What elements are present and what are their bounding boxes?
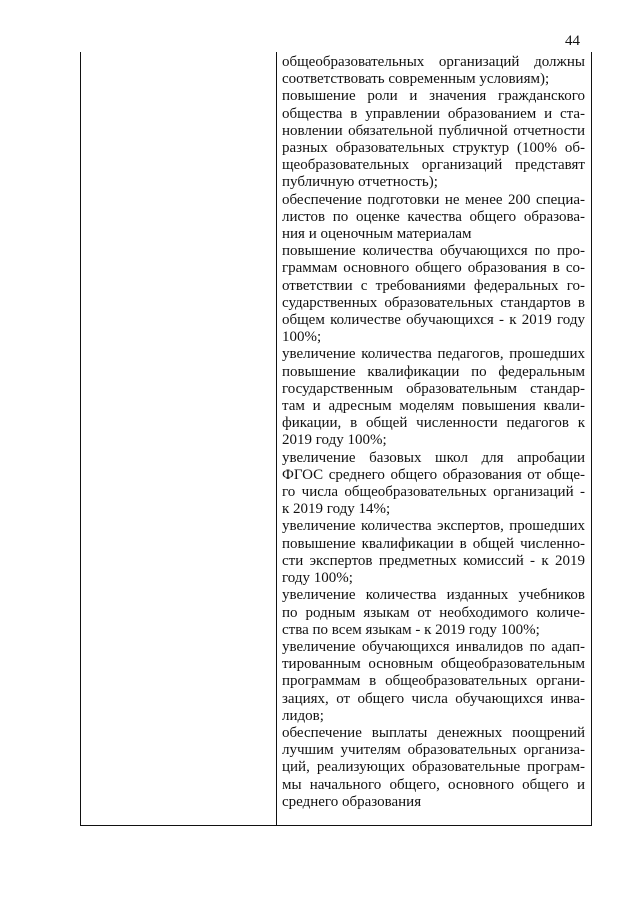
text-line: увеличение количества педагогов, прошедших xyxy=(282,346,585,363)
text-line: увеличение обучающихся инвалидов по адап- xyxy=(282,638,585,655)
text-line: листов по оценке качества общего образова- xyxy=(282,208,585,225)
text-line: щеобразовательных организаций представят xyxy=(282,157,585,174)
text-entry xyxy=(282,639,585,725)
text-line: лучшим учителям образовательных организа- xyxy=(282,742,585,759)
page-number: 44 xyxy=(565,33,580,49)
text-line: общества в управлении образованием и ста- xyxy=(282,105,585,122)
text-line: обеспечение выплаты денежных поощрений xyxy=(282,724,585,741)
text-line: обеспечение подготовки не менее 200 специа- xyxy=(282,191,585,208)
text-line: тированным основным общеобразовательным xyxy=(282,656,585,673)
text-line: увеличение базовых школ для апробации xyxy=(282,449,585,466)
text-line: ций, реализующих образовательные програм- xyxy=(282,759,585,776)
text-line: мы начального общего, основного общего и xyxy=(282,776,585,793)
text-line: к 2019 году 14%; xyxy=(282,501,391,518)
text-line: новлении обязательной публичной отчетности xyxy=(282,122,585,139)
text-line: ФГОС среднего общего образования от обще- xyxy=(282,466,585,483)
text-entry xyxy=(282,518,585,587)
text-line: граммам основного общего образования в со- xyxy=(282,260,585,277)
text-line: повышение квалификации по федеральным xyxy=(282,363,585,380)
text-line: по родным языкам от необходимого количе- xyxy=(282,604,585,621)
text-line: общеобразовательных организаций должны xyxy=(282,54,585,70)
text-line: увеличение количества изданных учебников xyxy=(282,587,585,604)
text-line: соответствовать современным условиям); xyxy=(282,71,550,88)
text-line: го числа общеобразовательных организаций - xyxy=(282,484,585,501)
text-line: зациях, от общего числа обучающихся инва- xyxy=(282,690,585,707)
text-line: повышение количества обучающихся по про- xyxy=(282,243,585,260)
text-line: увеличение количества экспертов, прошедших xyxy=(282,518,585,535)
text-entry xyxy=(282,450,585,519)
text-line: разных образовательных структур (100% об- xyxy=(282,140,585,157)
text-line: ответствии с требованиями федеральных го- xyxy=(282,277,585,294)
text-line: повышение квалификации в общей численно- xyxy=(282,535,585,552)
document-table xyxy=(80,52,592,826)
text-entry xyxy=(282,243,585,346)
text-entry xyxy=(282,725,585,811)
table-left-column xyxy=(80,52,277,826)
text-line: ства по всем языкам - к 2019 году 100%; xyxy=(282,621,540,638)
text-line: лидов; xyxy=(282,707,324,724)
text-line: среднего образования xyxy=(282,793,422,810)
text-line: фикации, в общей численности педагогов к xyxy=(282,415,585,432)
text-entry xyxy=(282,587,585,639)
text-line: году 100%; xyxy=(282,570,353,587)
text-line: публичную отчетность); xyxy=(282,174,438,191)
text-line: 2019 году 100%; xyxy=(282,432,387,449)
text-entry xyxy=(282,88,585,191)
table-right-column xyxy=(277,52,592,826)
text-line: ния и оценочным материалам xyxy=(282,226,472,243)
text-line: общем количестве обучающихся - к 2019 году xyxy=(282,312,585,329)
text-entry xyxy=(282,192,585,244)
text-line: сударственных образовательных стандартов в xyxy=(282,294,585,311)
text-entry xyxy=(282,54,585,88)
text-line: сти экспертов предметных комиссий - к 2019 xyxy=(282,552,585,569)
text-line: программам в общеобразовательных органи- xyxy=(282,673,585,690)
text-line: повышение роли и значения гражданского xyxy=(282,88,585,105)
text-line: 100%; xyxy=(282,329,322,346)
text-entry xyxy=(282,346,585,449)
text-line: государственным образовательным стандар- xyxy=(282,380,585,397)
text-line: там и адресным моделям повышения квали- xyxy=(282,398,585,415)
